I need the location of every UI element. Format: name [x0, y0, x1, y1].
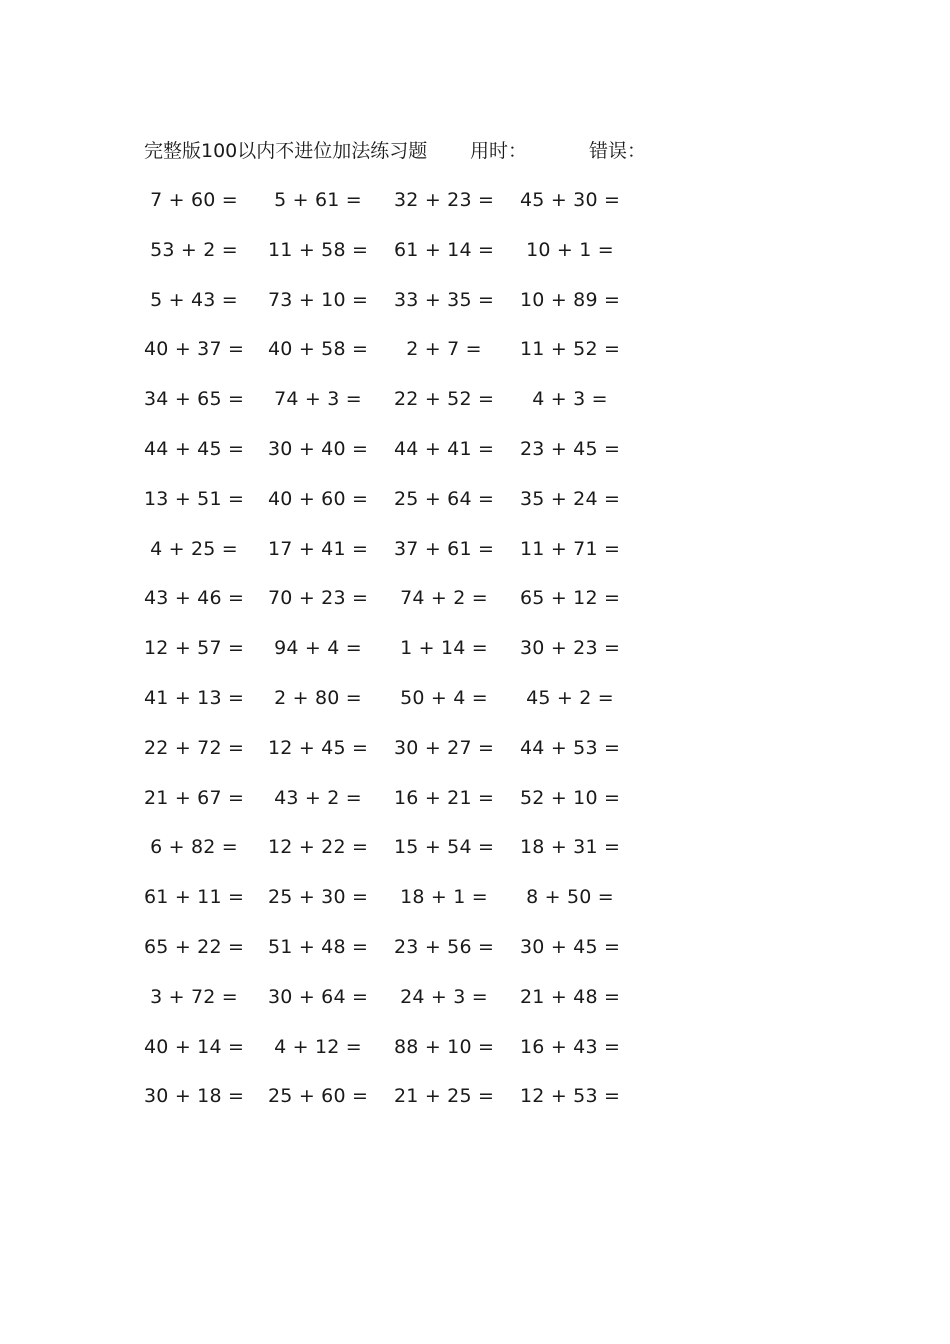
problem: 1 + 14 = [400, 637, 488, 660]
problem: 44 + 45 = [144, 437, 245, 460]
problem: 7 + 60 = [150, 189, 238, 211]
problem: 16 + 43 = [520, 1035, 621, 1058]
problem: 8 + 50 = [526, 886, 614, 909]
problem: 43 + 2 = [274, 786, 362, 809]
problem: 61 + 14 = [394, 238, 495, 261]
problem-row [140, 286, 630, 336]
problem-row [140, 385, 630, 435]
problem: 45 + 2 = [526, 686, 614, 709]
problem: 2 + 7 = [406, 338, 482, 361]
problem: 30 + 40 = [268, 437, 369, 460]
problem: 13 + 51 = [144, 487, 245, 510]
problem-row [140, 634, 630, 684]
problem: 18 + 1 = [400, 886, 488, 909]
problem: 15 + 54 = [394, 836, 495, 859]
problem: 30 + 23 = [520, 637, 621, 660]
problem: 70 + 23 = [268, 587, 369, 610]
problem: 35 + 24 = [520, 487, 621, 510]
problem-row [140, 684, 630, 734]
problem: 11 + 52 = [520, 338, 621, 361]
problem: 18 + 31 = [520, 836, 621, 859]
problem: 6 + 82 = [150, 836, 238, 859]
problem: 51 + 48 = [268, 935, 369, 958]
problem: 74 + 2 = [400, 587, 488, 610]
problem: 21 + 25 = [394, 1085, 495, 1108]
problem: 50 + 4 = [400, 686, 488, 709]
problem: 23 + 45 = [520, 437, 621, 460]
problem: 5 + 61 = [274, 189, 362, 211]
problem: 40 + 14 = [144, 1035, 245, 1058]
problem: 41 + 13 = [144, 686, 245, 709]
problem: 30 + 18 = [144, 1085, 245, 1108]
problem: 33 + 35 = [394, 288, 495, 311]
problem-row [140, 1082, 630, 1132]
problem: 53 + 2 = [150, 238, 238, 261]
problem: 43 + 46 = [144, 587, 245, 610]
problem-row [140, 983, 630, 1033]
problem: 4 + 12 = [274, 1035, 362, 1058]
problem: 61 + 11 = [144, 886, 245, 909]
problem-row [140, 933, 630, 983]
problem-row [140, 784, 630, 834]
problem: 21 + 67 = [144, 786, 245, 809]
worksheet-title: 完整版100以内不进位加法练习题 [144, 140, 428, 162]
problem: 12 + 45 = [268, 736, 369, 759]
problem-row [140, 1033, 630, 1083]
problem: 17 + 41 = [268, 537, 369, 560]
problem: 10 + 89 = [520, 288, 621, 311]
problem: 65 + 12 = [520, 587, 621, 610]
problem: 12 + 53 = [520, 1085, 621, 1108]
problem-row [140, 883, 630, 933]
problem: 30 + 64 = [268, 985, 369, 1008]
problem-grid [140, 186, 630, 1132]
problem-row [140, 535, 630, 585]
problem-row [140, 186, 630, 236]
problem: 24 + 3 = [400, 985, 488, 1008]
time-used-label: 用时： [470, 140, 528, 162]
problem: 12 + 22 = [268, 836, 369, 859]
problem: 23 + 56 = [394, 935, 495, 958]
problem: 44 + 41 = [394, 437, 495, 460]
problem: 88 + 10 = [394, 1035, 495, 1058]
problem: 73 + 10 = [268, 288, 369, 311]
problem-row [140, 435, 630, 485]
problem: 74 + 3 = [274, 388, 362, 411]
problem: 4 + 3 = [532, 388, 608, 411]
problem: 40 + 60 = [268, 487, 369, 510]
problem: 22 + 52 = [394, 388, 495, 411]
problem: 25 + 60 = [268, 1085, 369, 1108]
problem: 37 + 61 = [394, 537, 495, 560]
problem: 30 + 45 = [520, 935, 621, 958]
problem-row [140, 833, 630, 883]
problem: 34 + 65 = [144, 388, 245, 411]
errors-label: 错误： [589, 140, 647, 162]
problem: 10 + 1 = [526, 238, 614, 261]
problem: 22 + 72 = [144, 736, 245, 759]
problem: 32 + 23 = [394, 189, 495, 211]
problem: 2 + 80 = [274, 686, 362, 709]
problem-row [140, 236, 630, 286]
problem: 16 + 21 = [394, 786, 495, 809]
problem: 21 + 48 = [520, 985, 621, 1008]
problem: 3 + 72 = [150, 985, 238, 1008]
problem-row [140, 584, 630, 634]
problem: 52 + 10 = [520, 786, 621, 809]
problem: 4 + 25 = [150, 537, 238, 560]
problem: 45 + 30 = [520, 189, 621, 211]
problem: 40 + 58 = [268, 338, 369, 361]
problem: 11 + 58 = [268, 238, 369, 261]
problem-row [140, 335, 630, 385]
problem: 94 + 4 = [274, 637, 362, 660]
worksheet-header [144, 137, 704, 165]
problem: 12 + 57 = [144, 637, 245, 660]
problem: 65 + 22 = [144, 935, 245, 958]
problem: 30 + 27 = [394, 736, 495, 759]
problem: 44 + 53 = [520, 736, 621, 759]
problem: 40 + 37 = [144, 338, 245, 361]
problem-row [140, 485, 630, 535]
problem: 5 + 43 = [150, 288, 238, 311]
problem-row [140, 734, 630, 784]
problem: 11 + 71 = [520, 537, 621, 560]
problem: 25 + 64 = [394, 487, 495, 510]
problem: 25 + 30 = [268, 886, 369, 909]
